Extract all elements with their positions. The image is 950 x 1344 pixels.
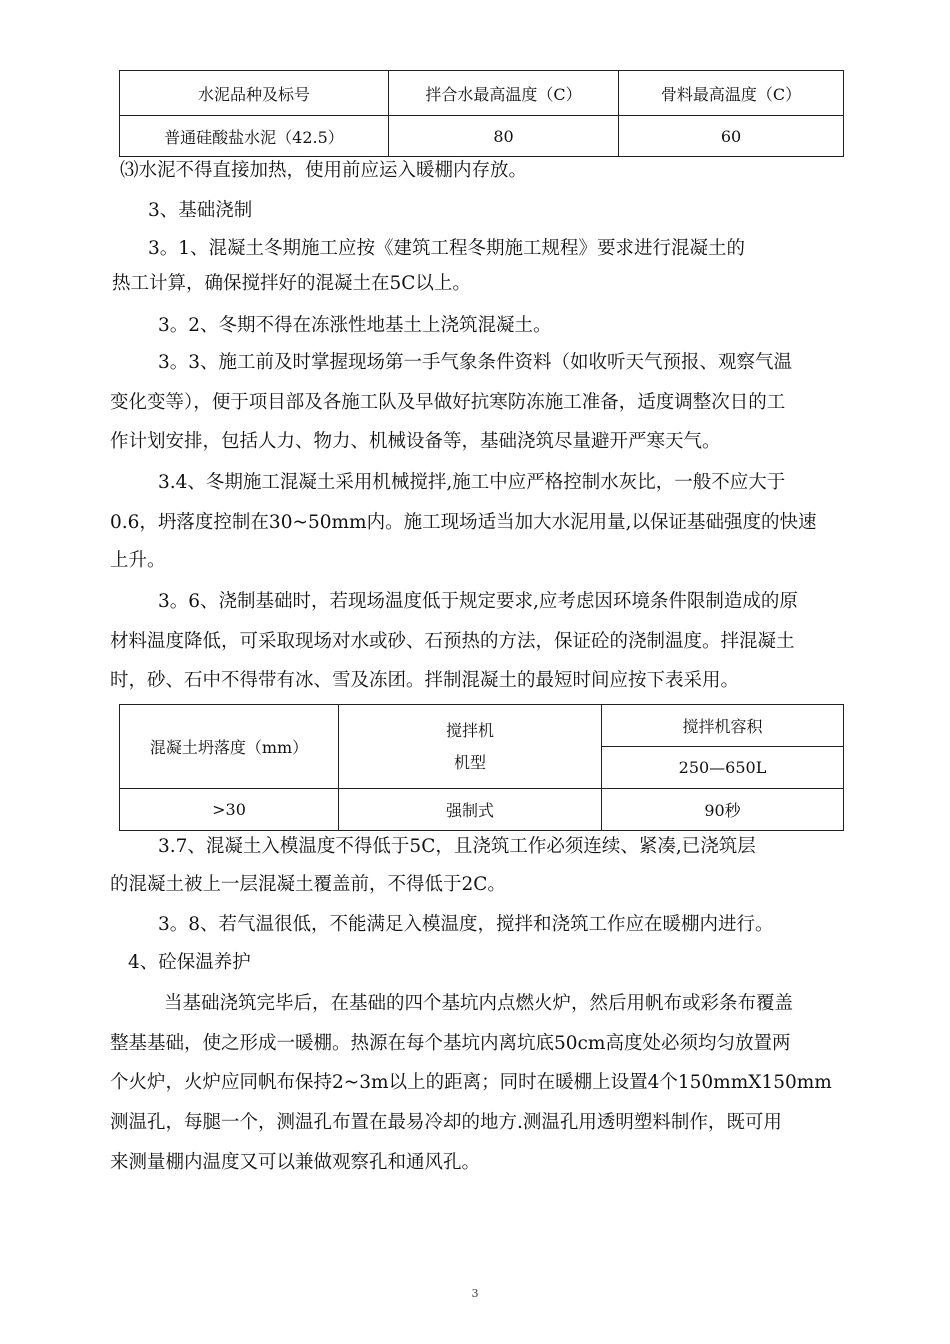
table1-header-cement: 水泥品种及标号 <box>120 71 389 116</box>
text-line: 测温孔，每腿一个，测温孔布置在最易冷却的地方.测温孔用透明塑料制作，既可用 <box>110 1112 782 1133</box>
table2-cell-mixer-type: 强制式 <box>339 789 602 831</box>
table2-cell-slump: >30 <box>120 789 339 831</box>
text-line: 上升。 <box>110 550 166 571</box>
text-line: 的混凝土被上一层混凝土覆盖前，不得低于2C。 <box>110 874 506 895</box>
table2-header-mixer-top: 搅拌机 <box>445 720 494 740</box>
text-line: 0.6，坍落度控制在30~50mm内。施工现场适当加大水泥用量,以保证基础强度的快速 <box>110 512 817 533</box>
text-line: 整基基础，使之形成一暖棚。热源在每个基坑内离坑底50cm高度处必须均匀放置两 <box>110 1033 791 1054</box>
mixing-time-table <box>119 704 844 831</box>
temperature-table <box>119 70 844 157</box>
text-line: 当基础浇筑完毕后，在基础的四个基坑内点燃火炉，然后用帆布或彩条布覆盖 <box>164 993 794 1014</box>
text-line: 3。3、施工前及时掌握现场第一手气象条件资料（如收听天气预报、观察气温 <box>158 352 793 373</box>
text-line: 个火炉，火炉应同帆布保持2~3m以上的距离；同时在暖棚上设置4个150mmX150mm <box>110 1072 832 1093</box>
text-line: ⑶水泥不得直接加热，使用前应运入暖棚内存放。 <box>120 160 528 181</box>
table1-cell-aggregate-temp: 60 <box>619 116 844 157</box>
text-line: 3。2、冬期不得在冻涨性地基土上浇筑混凝土。 <box>158 315 552 336</box>
table1-cell-water-temp: 80 <box>389 116 619 157</box>
table1-header-water-temp: 拌合水最高温度（C） <box>389 71 619 116</box>
text-line: 3。6、浇制基础时，若现场温度低于规定要求,应考虑因环境条件限制造成的原 <box>158 591 798 612</box>
text-line: 时，砂、石中不得带有冰、雪及冻团。拌制混凝土的最短时间应按下表采用。 <box>110 670 740 691</box>
table2-cell-time: 90秒 <box>602 789 844 831</box>
section-heading: 3、基础浇制 <box>148 200 253 221</box>
table2-header-mixer-bottom: 机型 <box>453 752 486 772</box>
text-line: 3。1、混凝土冬期施工应按《建筑工程冬期施工规程》要求进行混凝土的 <box>148 238 746 259</box>
text-line: 3.7、混凝土入模温度不得低于5C，且浇筑工作必须连续、紧凑,已浇筑层 <box>158 836 756 857</box>
page-number: 3 <box>471 1287 479 1300</box>
table2-header-capacity-range: 250—650L <box>602 747 844 789</box>
text-line: 热工计算，确保搅拌好的混凝土在5C以上。 <box>112 273 471 294</box>
text-line: 来测量棚内温度又可以兼做观察孔和通风孔。 <box>110 1152 481 1173</box>
table2-header-slump: 混凝土坍落度（mm） <box>120 705 339 789</box>
table1-header-aggregate-temp: 骨料最高温度（C） <box>619 71 844 116</box>
text-line: 作计划安排，包括人力、物力、机械设备等，基础浇筑尽量避开严寒天气。 <box>110 431 721 452</box>
section-heading: 4、砼保温养护 <box>128 952 251 973</box>
text-line: 材料温度降低，可采取现场对水或砂、石预热的方法，保证砼的浇制温度。拌混凝土 <box>110 631 795 652</box>
text-line: 变化变等），便于项目部及各施工队及早做好抗寒防冻施工准备，适度调整次日的工 <box>110 392 786 413</box>
table1-cell-cement: 普通硅酸盐水泥（42.5） <box>120 116 389 157</box>
text-line: 3.4、冬期施工混凝土采用机械搅拌,施工中应严格控制水灰比，一般不应大于 <box>158 472 786 493</box>
text-line: 3。8、若气温很低，不能满足入模温度，搅拌和浇筑工作应在暖棚内进行。 <box>158 914 774 935</box>
table2-header-mixer <box>339 705 602 789</box>
table2-header-capacity: 搅拌机容积 <box>602 705 844 747</box>
